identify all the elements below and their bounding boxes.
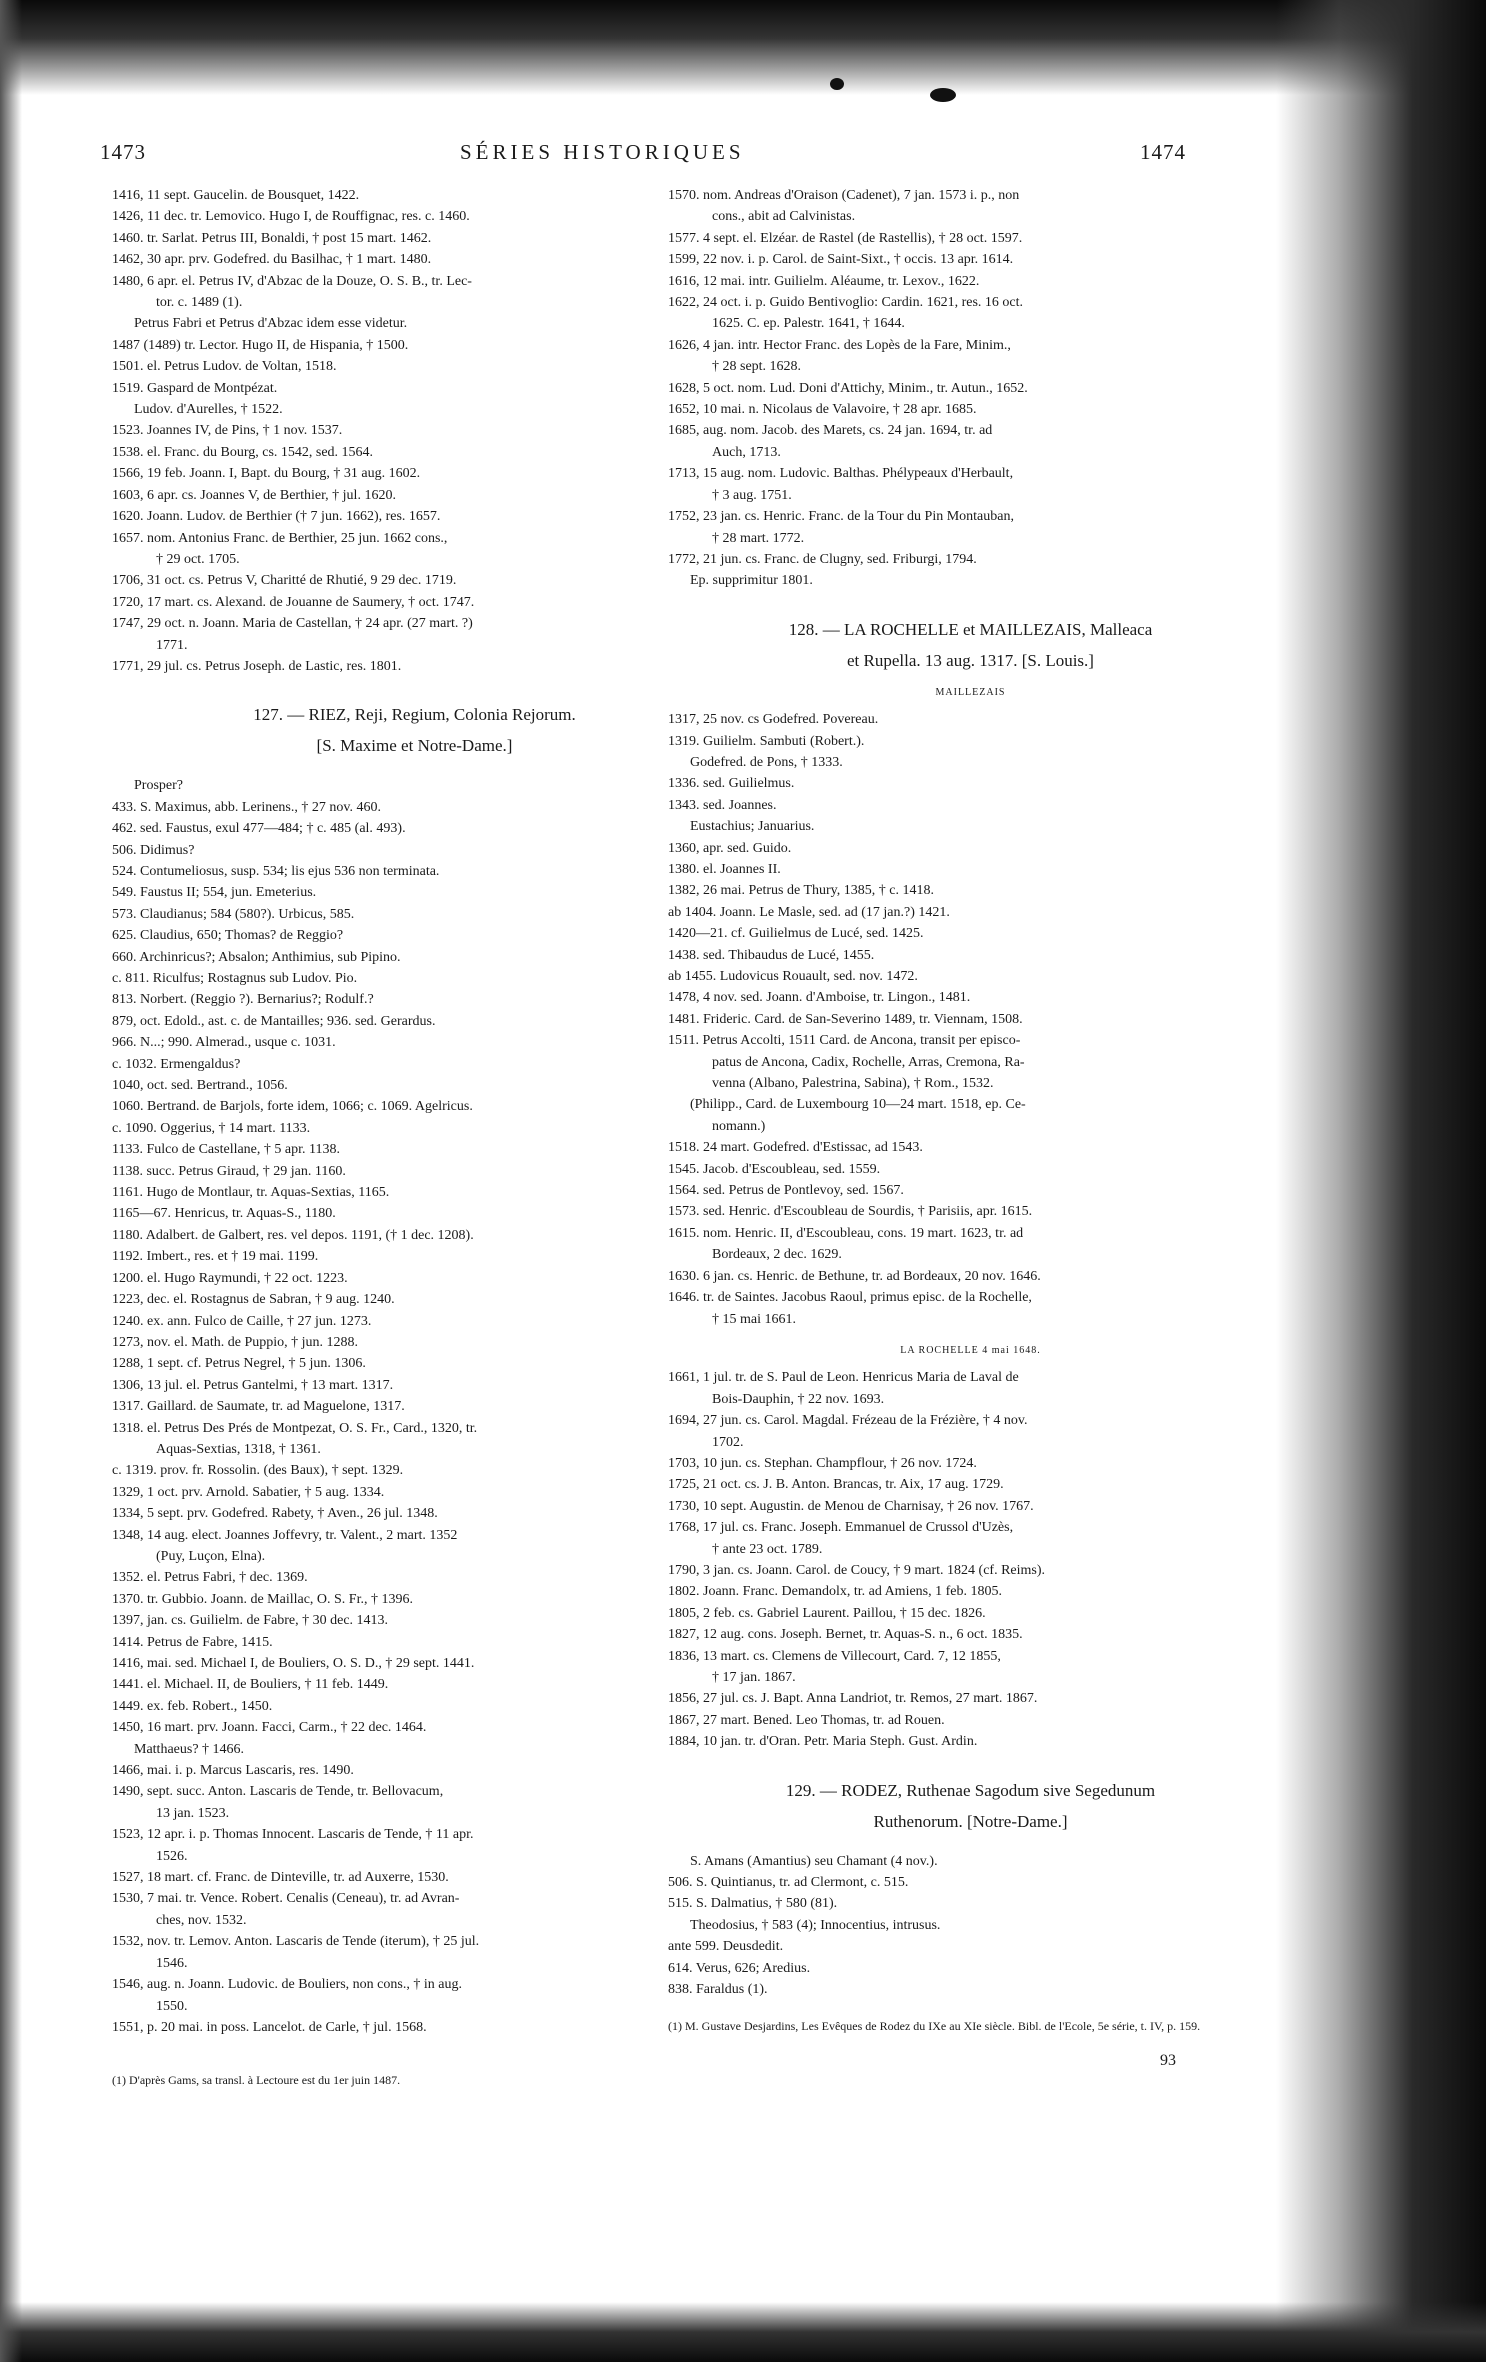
footnote: (1) M. Gustave Desjardins, Les Evêques de Rodez du IXe au XIe siècle. Bibl. de l'Ecole, 5e série, t. IV, p. 159. <box>668 2019 1201 2034</box>
section-heading-cont: et Rupella. 13 aug. 1317. [S. Louis.] <box>847 650 1094 670</box>
list-item: 1523. Joannes IV, de Pins, † 1 nov. 1537. <box>112 423 343 439</box>
spacer <box>112 757 717 775</box>
list-item: venna (Albano, Palestrina, Sabina), † Rom., 1532. <box>712 1076 994 1092</box>
spacer <box>668 1833 1273 1851</box>
list-item: 1519. Gaspard de Montpézat. <box>112 380 278 396</box>
list-item: 1646. tr. de Saintes. Jacobus Raoul, primus episc. de la Rochelle, <box>668 1290 1032 1306</box>
list-item: 1511. Petrus Accolti, 1511 Card. de Ancona, transit per episco- <box>668 1033 1021 1049</box>
list-item: 1630. 6 jan. cs. Henric. de Bethune, tr. ad Bordeaux, 20 nov. 1646. <box>668 1268 1041 1284</box>
list-item: † 29 oct. 1705. <box>156 551 240 567</box>
list-item: 1329, 1 oct. prv. Arnold. Sabatier, † 5 aug. 1334. <box>112 1484 385 1500</box>
list-item: 1661, 1 jul. tr. de S. Paul de Leon. Henricus Maria de Laval de <box>668 1370 1019 1386</box>
list-item: 1343. sed. Joannes. <box>668 797 777 813</box>
list-item: 1348, 14 aug. elect. Joannes Joffevry, tr. Valent., 2 mart. 1352 <box>112 1527 458 1543</box>
list-item: 838. Faraldus (1). <box>668 1982 768 1998</box>
list-item: ab 1455. Ludovicus Rouault, sed. nov. 1472. <box>668 969 918 984</box>
list-item: 1397, jan. cs. Guilielm. de Fabre, † 30 dec. 1413. <box>112 1613 389 1629</box>
page-number-right: 1474 <box>1140 140 1186 164</box>
list-item: 1317, 25 nov. cs Godefred. Povereau. <box>668 712 879 728</box>
section-heading: 127. — RIEZ, Reji, Regium, Colonia Rejorum. <box>253 705 576 725</box>
spacer <box>668 592 1273 610</box>
list-item: 1685, aug. nom. Jacob. des Marets, cs. 24 jan. 1694, tr. ad <box>668 423 993 439</box>
scan-edge-bottom <box>0 2302 1486 2362</box>
list-item: 506. S. Quintianus, tr. ad Clermont, c. 515. <box>668 1875 909 1891</box>
list-item: † 3 aug. 1751. <box>712 487 792 503</box>
list-item: 1730, 10 sept. Augustin. de Menou de Charnisay, † 26 nov. 1767. <box>668 1498 1034 1514</box>
list-item: 1725, 21 oct. cs. J. B. Anton. Brancas, tr. Aix, 17 aug. 1729. <box>668 1477 1004 1493</box>
list-item: 1570. nom. Andreas d'Oraison (Cadenet), 7 jan. 1573 i. p., non <box>668 188 1020 203</box>
list-item: Ludov. d'Aurelles, † 1522. <box>134 402 283 418</box>
list-item: 1501. el. Petrus Ludov. de Voltan, 1518. <box>112 359 337 375</box>
spacer <box>112 677 717 695</box>
list-item: 1040, oct. sed. Bertrand., 1056. <box>112 1078 288 1094</box>
list-item: 966. N...; 990. Almerad., usque c. 1031. <box>112 1035 336 1051</box>
spacer <box>668 1753 1273 1771</box>
list-item: 1626, 4 jan. intr. Hector Franc. des Lopès de la Fare, Minim., <box>668 337 1011 353</box>
list-item: ab 1404. Joann. Le Masle, sed. ad (17 jan.?) 1421. <box>668 904 950 920</box>
list-item: (Puy, Luçon, Elna). <box>156 1548 266 1564</box>
ink-blot <box>830 78 844 90</box>
list-item: 1138. succ. Petrus Giraud, † 29 jan. 1160. <box>112 1163 346 1179</box>
list-item: 1416, 11 sept. Gaucelin. de Bousquet, 1422. <box>112 188 360 203</box>
list-item: 1805, 2 feb. cs. Gabriel Laurent. Paillou, † 15 dec. 1826. <box>668 1605 986 1621</box>
list-item: 1360, apr. sed. Guido. <box>668 840 792 856</box>
list-item: † ante 23 oct. 1789. <box>712 1541 823 1557</box>
list-item: 1380. el. Joannes II. <box>668 861 781 877</box>
list-item: 1836, 13 mart. cs. Clemens de Villecourt, Card. 7, 12 1855, <box>668 1648 1001 1664</box>
section-heading: 129. — RODEZ, Ruthenae Sagodum sive Segedunum <box>785 1780 1156 1800</box>
list-item: patus de Ancona, Cadix, Rochelle, Arras, Cremona, Ra- <box>712 1054 1025 1070</box>
list-item: 1546. <box>156 1955 188 1971</box>
list-item: Petrus Fabri et Petrus d'Abzac idem esse videtur. <box>134 316 408 332</box>
list-item: 1545. Jacob. d'Escoubleau, sed. 1559. <box>668 1161 881 1177</box>
list-item: 1603, 6 apr. cs. Joannes V, de Berthier, † jul. 1620. <box>112 487 396 503</box>
list-item: 1318. el. Petrus Des Prés de Montpezat, O. S. Fr., Card., 1320, tr. <box>112 1420 478 1436</box>
list-item: 1703, 10 jun. cs. Stephan. Champflour, † 26 nov. 1724. <box>668 1455 977 1471</box>
list-item: † 28 sept. 1628. <box>712 359 802 375</box>
running-title: SÉRIES HISTORIQUES <box>460 140 745 164</box>
list-item: 1200. el. Hugo Raymundi, † 22 oct. 1223. <box>112 1270 348 1286</box>
list-item: 1747, 29 oct. n. Joann. Maria de Castellan, † 24 apr. (27 mart. ?) <box>112 616 473 632</box>
list-item: 1426, 11 dec. tr. Lemovico. Hugo I, de Rouffignac, res. c. 1460. <box>112 209 470 225</box>
list-item: 1573. sed. Henric. d'Escoubleau de Sourdis, † Parisiis, apr. 1615. <box>668 1204 1033 1220</box>
list-item: 1441. el. Michael. II, de Bouliers, † 11 feb. 1449. <box>112 1677 389 1693</box>
list-item: † 17 jan. 1867. <box>712 1670 796 1685</box>
list-item: 1523, 12 apr. i. p. Thomas Innocent. Lascaris de Tende, † 11 apr. <box>112 1827 474 1843</box>
list-item: 1334, 5 sept. prv. Godefred. Rabety, † Aven., 26 jul. 1348. <box>112 1506 438 1522</box>
list-item: Godefred. de Pons, † 1333. <box>690 754 843 770</box>
list-item: 1518. 24 mart. Godefred. d'Estissac, ad 1543. <box>668 1140 923 1156</box>
list-item: Eustachius; Januarius. <box>690 819 815 835</box>
scan-edge-left <box>0 0 22 2362</box>
list-item: 1490, sept. succ. Anton. Lascaris de Tende, tr. Bellovacum, <box>112 1784 444 1800</box>
list-item: 1566, 19 feb. Joann. I, Bapt. du Bourg, † 31 aug. 1602. <box>112 466 421 482</box>
list-item: 1599, 22 nov. i. p. Carol. de Saint-Sixt., † occis. 13 apr. 1614. <box>668 252 1014 268</box>
list-item: 1165—67. Henricus, tr. Aquas-S., 1180. <box>112 1206 336 1222</box>
list-item: (Philipp., Card. de Luxembourg 10—24 mart. 1518, ep. Ce- <box>690 1097 1026 1113</box>
list-item: 1487 (1489) tr. Lector. Hugo II, de Hispania, † 1500. <box>112 337 409 353</box>
list-item: 1790, 3 jan. cs. Joann. Carol. de Coucy, † 9 mart. 1824 (cf. Reims). <box>668 1562 1046 1578</box>
list-item: 1288, 1 sept. cf. Petrus Negrel, † 5 jun. 1306. <box>112 1356 366 1372</box>
list-item: 1273, nov. el. Math. de Puppio, † jun. 1288. <box>112 1334 359 1350</box>
list-item: 1772, 21 jun. cs. Franc. de Clugny, sed. Friburgi, 1794. <box>668 551 977 567</box>
list-item: 1771. <box>156 637 188 653</box>
list-item: 433. S. Maximus, abb. Lerinens., † 27 nov. 460. <box>112 799 381 815</box>
list-item: 549. Faustus II; 554, jun. Emeterius. <box>112 885 317 901</box>
list-item: 1352. el. Petrus Fabri, † dec. 1369. <box>112 1570 308 1586</box>
list-item: Theodosius, † 583 (4); Innocentius, intrusus. <box>690 1917 941 1933</box>
list-item: 1319. Guilielm. Sambuti (Robert.). <box>668 733 865 749</box>
list-item: 1480, 6 apr. el. Petrus IV, d'Abzac de la Douze, O. S. B., tr. Lec- <box>112 273 472 289</box>
list-item: c. 811. Riculfus; Rostagnus sub Ludov. Pio. <box>112 971 358 986</box>
list-item: c. 1032. Ermengaldus? <box>112 1056 241 1072</box>
list-item: 1460. tr. Sarlat. Petrus III, Bonaldi, † post 15 mart. 1462. <box>112 230 432 246</box>
list-item: 1622, 24 oct. i. p. Guido Bentivoglio: Cardin. 1621, res. 16 oct. <box>668 295 1024 311</box>
list-item: 1336. sed. Guilielmus. <box>668 776 795 792</box>
list-item: 1416, mai. sed. Michael I, de Bouliers, O. S. D., † 29 sept. 1441. <box>112 1656 475 1671</box>
list-item: 1884, 10 jan. tr. d'Oran. Petr. Maria Steph. Gust. Ardin. <box>668 1734 978 1750</box>
list-item: 1657. nom. Antonius Franc. de Berthier, 25 jun. 1662 cons., <box>112 530 448 546</box>
list-item: 1317. Gaillard. de Saumate, tr. ad Maguelone, 1317. <box>112 1399 405 1415</box>
list-item: 1449. ex. feb. Robert., 1450. <box>112 1698 273 1714</box>
list-item: 1706, 31 oct. cs. Petrus V, Charitté de Rhutié, 9 29 dec. 1719. <box>112 573 457 589</box>
list-item: 813. Norbert. (Reggio ?). Bernarius?; Rodulf.? <box>112 992 374 1008</box>
list-item: 13 jan. 1523. <box>156 1805 230 1821</box>
list-item: 1551, p. 20 mai. in poss. Lancelot. de Carle, † jul. 1568. <box>112 2019 427 2035</box>
list-item: 1550. <box>156 1998 188 2014</box>
list-item: cons., abit ad Calvinistas. <box>712 209 856 225</box>
list-item: c. 1319. prov. fr. Rossolin. (des Baux), † sept. 1329. <box>112 1463 404 1479</box>
list-item: ches, nov. 1532. <box>156 1912 247 1928</box>
list-item: 1527, 18 mart. cf. Franc. de Dinteville, tr. ad Auxerre, 1530. <box>112 1870 449 1886</box>
list-item: 524. Contumeliosus, susp. 534; lis ejus 536 non terminata. <box>112 863 440 879</box>
list-item: Auch, 1713. <box>712 444 781 460</box>
list-item: 1615. nom. Henric. II, d'Escoubleau, cons. 19 mart. 1623, tr. ad <box>668 1225 1024 1241</box>
list-item: 1752, 23 jan. cs. Henric. Franc. de la Tour du Pin Montauban, <box>668 509 1014 525</box>
scan-edge-top <box>0 0 1486 95</box>
list-item: † 15 mai 1661. <box>712 1311 796 1327</box>
list-item: 515. S. Dalmatius, † 580 (81). <box>668 1896 838 1912</box>
list-item: 660. Archinricus?; Absalon; Anthimius, sub Pipino. <box>112 949 401 965</box>
list-item: Bois-Dauphin, † 22 nov. 1693. <box>712 1391 885 1407</box>
list-item: 1180. Adalbert. de Galbert, res. vel depos. 1191, († 1 dec. 1208). <box>112 1227 474 1243</box>
spacer <box>668 2000 1273 2018</box>
list-item: tor. c. 1489 (1). <box>156 295 243 311</box>
list-item: 1223, dec. el. Rostagnus de Sabran, † 9 aug. 1240. <box>112 1292 395 1308</box>
list-item: 1481. Frideric. Card. de San-Severino 1489, tr. Viennam, 1508. <box>668 1011 1023 1027</box>
list-item: 1161. Hugo de Montlaur, tr. Aquas-Sextias, 1165. <box>112 1185 390 1201</box>
list-item: 1616, 12 mai. intr. Guilielm. Aléaume, tr. Lexov., 1622. <box>668 273 980 289</box>
list-item: † 28 mart. 1772. <box>712 530 805 546</box>
footnote: (1) D'après Gams, sa transl. à Lectoure est du 1er juin 1487. <box>112 2073 401 2088</box>
list-item: 1652, 10 mai. n. Nicolaus de Valavoire, † 28 apr. 1685. <box>668 402 977 418</box>
list-item: c. 1090. Oggerius, † 14 mart. 1133. <box>112 1120 311 1136</box>
list-item: 1694, 27 jun. cs. Carol. Magdal. Frézeau de la Frézière, † 4 nov. <box>668 1413 1028 1429</box>
right-column <box>668 185 1273 2035</box>
spacer <box>112 2038 717 2072</box>
list-item: 879, oct. Edold., ast. c. de Mantailles; 936. sed. Gerardus. <box>112 1013 436 1029</box>
list-item: S. Amans (Amantius) seu Chamant (4 nov.). <box>690 1853 938 1869</box>
section-heading: 128. — LA ROCHELLE et MAILLEZAIS, Malleaca <box>788 619 1153 639</box>
list-item: Aquas-Sextias, 1318, † 1361. <box>156 1441 321 1457</box>
list-item: 1532, nov. tr. Lemov. Anton. Lascaris de Tende (iterum), † 25 jul. <box>112 1934 480 1950</box>
list-item: 462. sed. Faustus, exul 477—484; † c. 485 (al. 493). <box>112 821 406 837</box>
list-item: 1577. 4 sept. el. Elzéar. de Rastel (de Rastellis), † 28 oct. 1597. <box>668 230 1023 246</box>
list-item: 1620. Joann. Ludov. de Berthier († 7 jun. 1662), res. 1657. <box>112 509 441 525</box>
list-item: 1768, 17 jul. cs. Franc. Joseph. Emmanuel de Crussol d'Uzès, <box>668 1520 1014 1536</box>
list-item: 1702. <box>712 1434 744 1450</box>
list-item: 1306, 13 jul. el. Petrus Gantelmi, † 13 mart. 1317. <box>112 1377 394 1393</box>
list-item: 1462, 30 apr. prv. Godefred. du Basilhac, † 1 mart. 1480. <box>112 252 432 268</box>
list-item: nomann.) <box>712 1118 766 1134</box>
list-item: 1414. Petrus de Fabre, 1415. <box>112 1634 273 1650</box>
list-item: 1771, 29 jul. cs. Petrus Joseph. de Lastic, res. 1801. <box>112 658 402 674</box>
list-item: 1060. Bertrand. de Barjols, forte idem, 1066; c. 1069. Agelricus. <box>112 1099 473 1115</box>
subsection-heading: LA ROCHELLE 4 mai 1648. <box>900 1344 1041 1356</box>
list-item: 1625. C. ep. Palestr. 1641, † 1644. <box>712 316 905 332</box>
list-item: 1530, 7 mai. tr. Vence. Robert. Cenalis (Ceneau), tr. ad Avran- <box>112 1891 460 1907</box>
list-item: Bordeaux, 2 dec. 1629. <box>712 1247 842 1263</box>
list-item: ante 599. Deusdedit. <box>668 1939 784 1955</box>
left-column <box>112 185 717 2089</box>
list-item: 1720, 17 mart. cs. Alexand. de Jouanne de Saumery, † oct. 1747. <box>112 594 475 610</box>
list-item: 1438. sed. Thibaudus de Lucé, 1455. <box>668 947 875 963</box>
list-item: 1370. tr. Gubbio. Joann. de Maillac, O. S. Fr., † 1396. <box>112 1591 413 1607</box>
list-item: 1546, aug. n. Joann. Ludovic. de Bouliers, non cons., † in aug. <box>112 1977 462 1993</box>
list-item: 1466, mai. i. p. Marcus Lascaris, res. 1490. <box>112 1763 354 1779</box>
list-item: 1867, 27 mart. Bened. Leo Thomas, tr. ad Rouen. <box>668 1712 945 1728</box>
list-item: 1802. Joann. Franc. Demandolx, tr. ad Amiens, 1 feb. 1805. <box>668 1584 1003 1600</box>
list-item: 506. Didimus? <box>112 842 195 858</box>
list-item: 1192. Imbert., res. et † 19 mai. 1199. <box>112 1249 319 1265</box>
list-item: 1240. ex. ann. Fulco de Caille, † 27 jun. 1273. <box>112 1313 372 1329</box>
list-item: Matthaeus? † 1466. <box>134 1741 245 1757</box>
folio-number: 93 <box>1160 2052 1176 2069</box>
list-item: 625. Claudius, 650; Thomas? de Reggio? <box>112 928 344 944</box>
list-item: 1538. el. Franc. du Bourg, cs. 1542, sed. 1564. <box>112 444 374 460</box>
ink-blot <box>930 88 956 102</box>
list-item: 614. Verus, 626; Aredius. <box>668 1960 811 1976</box>
list-item: 1382, 26 mai. Petrus de Thury, 1385, † c. 1418. <box>668 883 934 899</box>
list-item: Ep. supprimitur 1801. <box>690 573 813 589</box>
list-item: 1478, 4 nov. sed. Joann. d'Amboise, tr. Lingon., 1481. <box>668 990 971 1006</box>
list-item: 1420—21. cf. Guilielmus de Lucé, sed. 1425. <box>668 926 924 942</box>
section-patron: [S. Maxime et Notre-Dame.] <box>316 736 513 756</box>
list-item: 1564. sed. Petrus de Pontlevoy, sed. 1567. <box>668 1183 904 1199</box>
list-item: 1133. Fulco de Castellane, † 5 apr. 1138. <box>112 1142 340 1158</box>
list-item: 1526. <box>156 1848 188 1864</box>
list-item: 1827, 12 aug. cons. Joseph. Bernet, tr. Aquas-S. n., 6 oct. 1835. <box>668 1627 1023 1643</box>
subsection-heading: MAILLEZAIS <box>935 686 1006 698</box>
scan-edge-right <box>1276 0 1486 2362</box>
section-heading-cont: Ruthenorum. [Notre-Dame.] <box>873 1811 1068 1831</box>
list-item: 573. Claudianus; 584 (580?). Urbicus, 585. <box>112 906 355 922</box>
list-item: 1450, 16 mart. prv. Joann. Facci, Carm., † 22 dec. 1464. <box>112 1720 427 1736</box>
list-item: Prosper? <box>134 778 183 794</box>
list-item: 1713, 15 aug. nom. Ludovic. Balthas. Phélypeaux d'Herbault, <box>668 466 1014 482</box>
list-item: 1856, 27 jul. cs. J. Bapt. Anna Landriot, tr. Remos, 27 mart. 1867. <box>668 1691 1038 1707</box>
list-item: 1628, 5 oct. nom. Lud. Doni d'Attichy, Minim., tr. Autun., 1652. <box>668 380 1028 396</box>
page-number-left: 1473 <box>100 140 146 164</box>
